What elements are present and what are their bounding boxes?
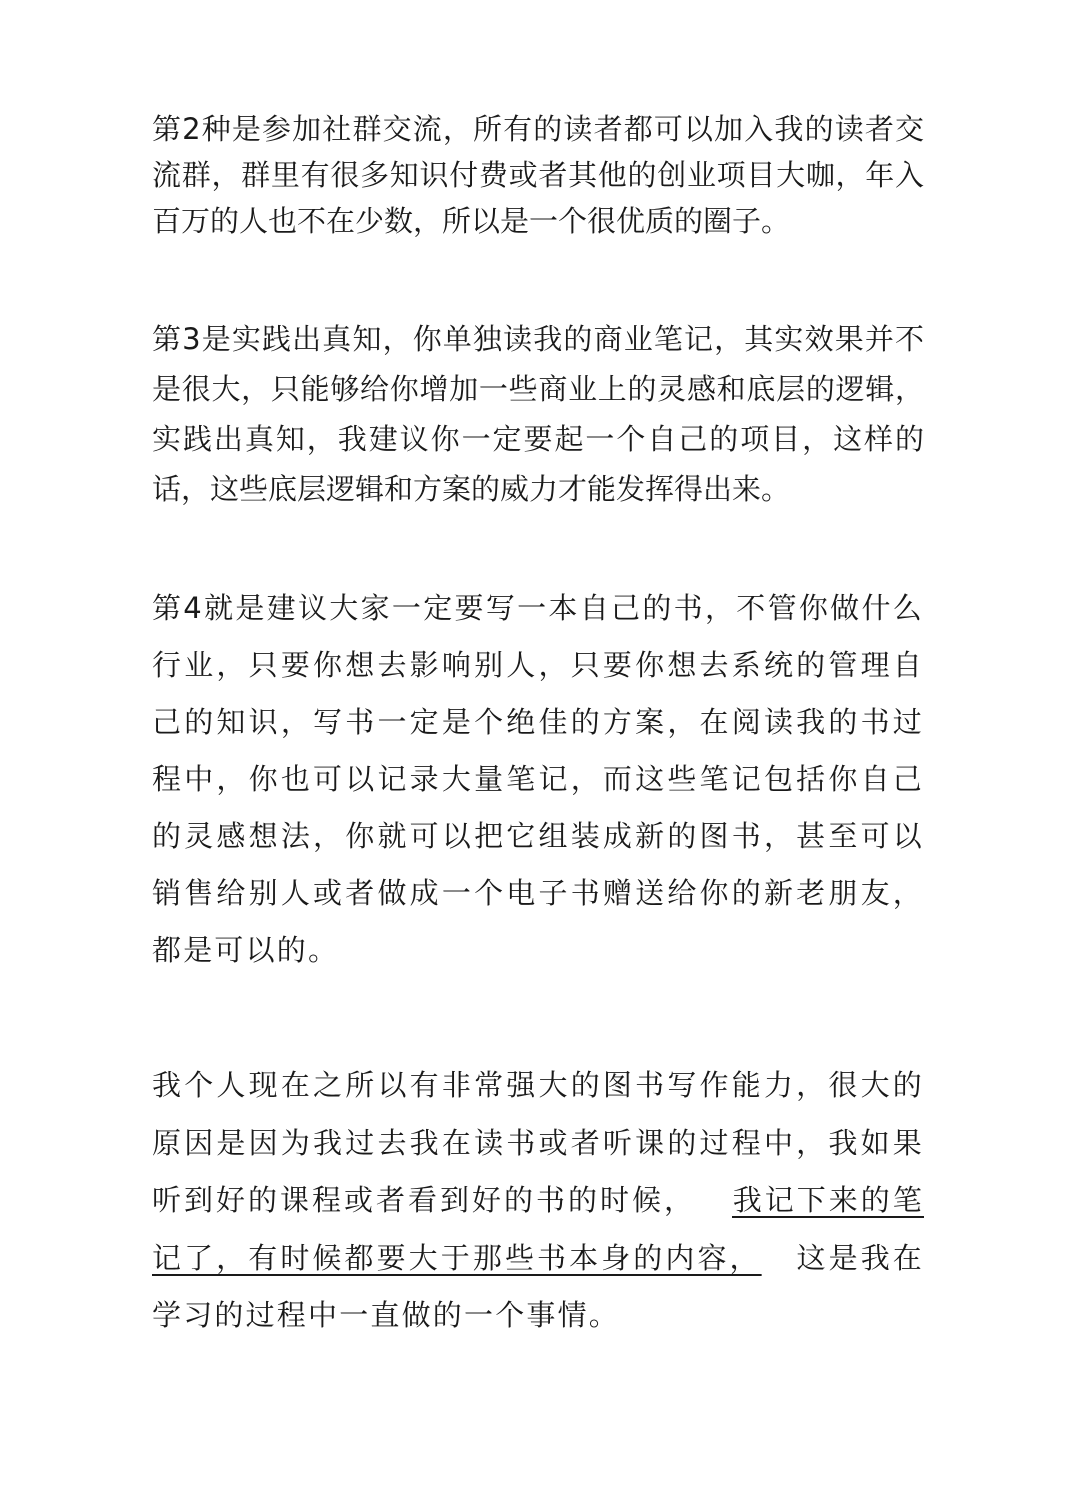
paragraph-personal-experience — [152, 1057, 924, 1345]
underlined-text: 我记下来的笔记了，有时候都要大于那些书本身的内容， — [152, 1183, 924, 1275]
paragraph-write-book: 第4就是建议大家一定要写一本自己的书，不管你做什么行业，只要你想去影响别人，只要你想去系统的管理自己的知识，写书一定是个绝佳的方案，在阅读我的书过程中，你也可以记录大量笔记，而这些笔记包括你自己的灵感想法，你就可以把它组装成新的图书，甚至可以销售给别人或者做成一个电子书赠送给你的新老朋友，都是可以的。 — [152, 591, 924, 967]
paragraph-practice: 第3是实践出真知，你单独读我的商业笔记，其实效果并不是很大，只能够给你增加一些商业上的灵感和底层的逻辑，实践出真知，我建议你一定要起一个自己的项目，这样的话，这些底层逻辑和方案的威力才能发挥得出来。 — [152, 322, 924, 506]
paragraph-text-after: 这是我在学习的过程中一直做的一个事情。 — [152, 1240, 924, 1332]
paragraph-text-before: 我个人现在之所以有非常强大的图书写作能力，很大的原因是因为我过去我在读书或者听课的过程中，我如果听到好的课程或者看到好的书的时候， — [152, 1068, 924, 1217]
paragraph-community: 第2种是参加社群交流，所有的读者都可以加入我的读者交流群，群里有很多知识付费或者其他的创业项目大咖，年入百万的人也不在少数，所以是一个很优质的圈子。 — [152, 112, 924, 238]
